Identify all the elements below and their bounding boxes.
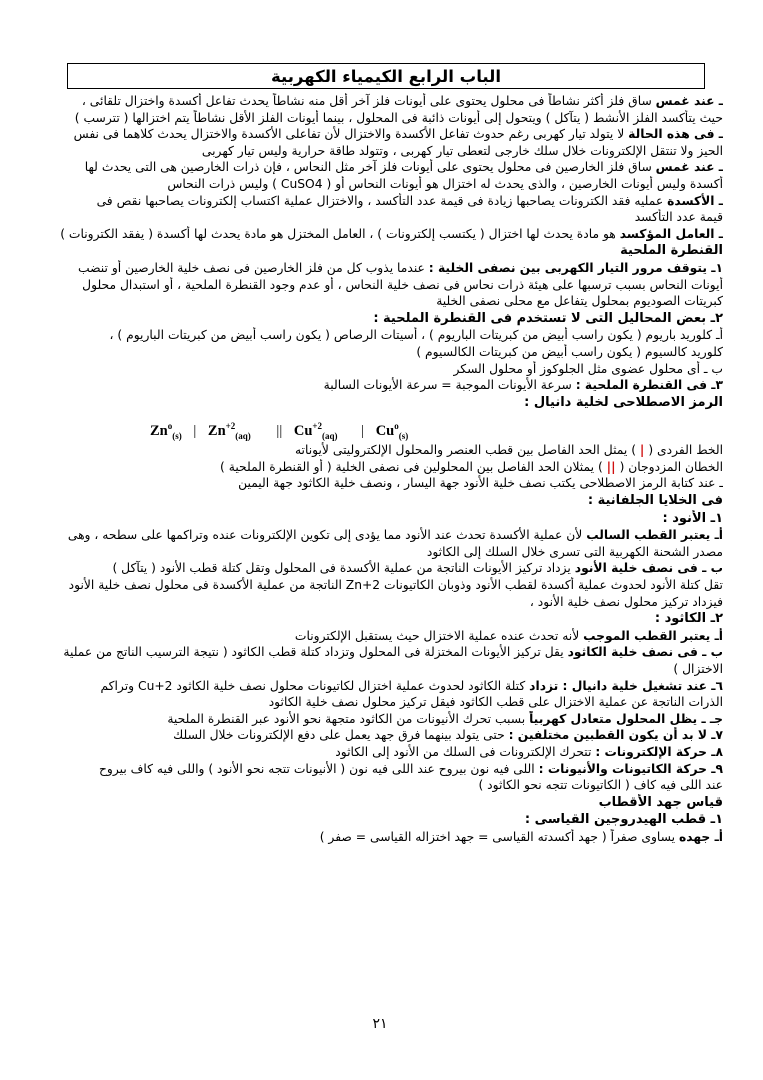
text-line — [47, 610, 723, 628]
body-text: فيزداد تركيز محلول نصف خلية الأنود ، — [529, 594, 723, 609]
text-line — [47, 310, 723, 328]
body-text: الخط الفردى ( — [644, 443, 723, 458]
body-text: عند اللى فيه كاف ( الكاتيونات تتجه نحو الكاثود ) — [478, 778, 723, 793]
text-line — [47, 377, 723, 394]
text-line — [47, 794, 723, 812]
body-text: لأنه تحدث عنده عملية الاختزال حيث يستقبل الإلكترونات — [294, 628, 584, 643]
text-line — [47, 344, 723, 361]
text-line — [47, 176, 723, 193]
text-line — [47, 93, 723, 110]
page-number: ٢١ — [372, 1016, 388, 1032]
text-line — [47, 260, 723, 277]
bold-term: الرمز الاصطلاحى لخلية دانيال : — [524, 394, 723, 410]
body-text: ) يمثلان الحد الفاصل بين المحلولين فى نصفى الخلية ( أو القنطرة الملحية ) — [220, 459, 607, 474]
bold-term: أـ يعتبر القطب السالب — [586, 528, 723, 543]
text-line — [47, 829, 723, 846]
body-text: ساق فلز أكثر نشاطاً فى محلول يحتوى على أيونات فلز آخر أقل منه نشاطاً يحدث تفاعل أكسدة واختزال تلقائى ، — [81, 94, 656, 108]
text-line — [47, 811, 723, 829]
text-line — [47, 678, 723, 695]
body-text: تتحرك الإلكترونات فى السلك من الأنود إلى الكاثود — [335, 744, 596, 759]
body-text: سرعة الأيونات الموجبة = سرعة الأيونات السالبة — [323, 378, 576, 393]
zn-ion: $Zn^{+2}_{(aq)}$ — [207, 421, 251, 441]
text-line — [47, 594, 723, 611]
text-line — [47, 628, 723, 645]
bold-term: ٢ـ الكاثود : — [654, 611, 723, 627]
text-line — [47, 209, 723, 226]
bold-term: ١ـ يتوقف مرور التيار الكهربى بين نصفى الخلية : — [428, 260, 723, 275]
bold-term: قياس جهد الأقطاب — [598, 794, 723, 810]
text-line — [47, 143, 723, 160]
body-text: لا يتولد تيار كهربى رغم حدوث تفاعل الأكسدة والاختزال لأن تفاعلى الأكسدة والاختزال يحدث كلاهما فى نفس — [73, 127, 629, 142]
bold-term: أـ جهده — [678, 829, 723, 844]
body-text: ساق فلز الخارصين فى محلول يحتوى على أيونات فلز آخر مثل النحاس ، فإن ذرات الخارصين هى التى يحدث لها — [84, 160, 656, 175]
cu-ion: $Cu^{+2}_{(aq)}$ — [293, 421, 338, 441]
body-text: عمليه فقد الكترونات يصاحبها زيادة فى قيمة عدد التأكسد ، والاختزال عملية اكتساب إلكترونات يصاحبها نقص فى — [96, 193, 668, 208]
text-line — [47, 694, 723, 711]
body-text: كبريتات الصوديوم بمحلول يتفاعل مع محلى نصفى الخلية — [436, 294, 723, 309]
bold-term: ـ العامل المؤكسد — [619, 226, 723, 241]
bold-term: ٦ـ عند تشغيل خلية دانيال : تزداد — [529, 678, 723, 693]
body-text: كتلة الكاثود لحدوث عملية اختزال لكاتيونات محلول نصف خلية الكاثود Cu+2 وتراكم — [100, 678, 530, 693]
bold-term: ـ الأكسدة — [667, 193, 723, 208]
body-text: ب ـ أى محلول عضوى مثل الجلوكوز أو محلول السكر — [453, 361, 723, 376]
body-text: اللى فيه نون بيروح عند اللى فيه نون ( الأنيونات تتجه نحو الأنود ) واللى فيه كاف بيروح — [98, 761, 539, 776]
chapter-title: الباب الرابع الكيمياء الكهربية — [67, 63, 705, 89]
text-line — [47, 711, 723, 728]
single-line-symbol: | — [193, 423, 197, 440]
bold-term: ب ـ فى نصف خلية الكاثود — [567, 645, 723, 660]
body-text: أكسدة وليس أيونات الخارصين ، والذى يحدث له اختزال هو أيونات النحاس أو ( CuSO4 ) وليس ذرات النحاس — [167, 176, 723, 191]
text-line — [47, 159, 723, 176]
text-line — [47, 644, 723, 661]
bold-term: ٢ـ بعض المحاليل التى لا تستخدم فى القنطرة الملحية : — [373, 310, 723, 326]
text-line — [47, 242, 723, 260]
body-text: يقل تركيز الأيونات المختزلة فى المحلول وتزداد كتلة قطب الكاثود ( نتيجة الترسيب الناتج من عملية — [63, 645, 568, 660]
bold-term: أـ يعتبر القطب الموجب — [583, 628, 723, 643]
text-line — [47, 661, 723, 678]
body-text: تقل كتلة الأنود لحدوث عملية أكسدة لقطب الأنود وذوبان الكاتيونات Zn+2 الناتجة من عملية الأكسدة فى محلول نصف خلية الأنود — [68, 578, 723, 593]
bold-term: ١ـ الأنود : — [662, 510, 723, 526]
text-block-intro — [47, 93, 723, 411]
bold-term: ـ فى هذه الحالة — [628, 127, 723, 142]
text-line — [47, 394, 723, 412]
cell-notation — [47, 411, 723, 442]
body-text: الذرات الناتجة عن عملية الاختزال على قطب الكاثود فيقل تركيز محلول نصف خلية الكاثود — [268, 695, 723, 710]
text-line — [47, 577, 723, 594]
text-line — [47, 126, 723, 143]
double-line-symbol: || — [276, 423, 283, 440]
body-text: ـ عند كتابة الرمز الاصطلاحى يكتب نصف خلية الأنود جهة اليسار ، ونصف خلية الكاثود جهة اليمين — [238, 476, 723, 491]
text-block-main — [47, 475, 723, 845]
body-text: لأن عملية الأكسدة تحدث عند الأنود مما يؤدى إلى تكوين الإلكترونات عنده وتراكمها على سطحه ، وهى — [67, 528, 587, 543]
text-line — [47, 293, 723, 310]
bold-term: ـ عند غمس — [655, 94, 723, 108]
text-line — [47, 492, 723, 510]
text-line — [47, 475, 723, 492]
body-text: يساوى صفراً ( جهد أكسدته القياسى = جهد اختزاله القياسى = صفر ) — [319, 829, 679, 844]
body-text: قيمة عدد التأكسد — [634, 210, 723, 225]
body-text: هو مادة يحدث لها اختزال ( يكتسب إلكترونات ) ، العامل المختزل هو مادة يحدث لها أكسدة ( يفقد الكترونات ) — [60, 226, 620, 241]
body-text: أيونات النحاس بسبب ترسبها على هيئة ذرات نحاس فى نصف خلية النحاس ، أو عدم وجود القنطرة الملحية ، أو استبدال محلول — [82, 277, 723, 292]
body-text: الحيز ولا تنتقل الإلكترونات خلال سلك خارجى لتعطى تيار كهربى ، وتتولد طاقة حرارية وليس تيار كهربى — [201, 143, 723, 158]
bold-term: ١ـ قطب الهيدروجين القياسى : — [524, 812, 723, 828]
body-text: مصدر الشحنة الكهربية التى تسرى خلال السلك إلى الكاثود — [426, 544, 723, 559]
single-line-symbol-2: | — [361, 423, 365, 440]
bold-term: ـ عند غمس — [655, 160, 723, 175]
body-text: كلوريد كالسيوم ( يكون راسب أبيض من كبريتات الكالسيوم ) — [416, 344, 723, 359]
body-text: بسبب تحرك الأنيونات من الكاثود متجهة نحو الأنود عبر القنطرة الملحية — [167, 711, 530, 726]
body-text: الخطان المزدوجان ( — [615, 459, 723, 474]
text-block-lines — [47, 442, 723, 475]
body-text: الاختزال ) — [673, 662, 723, 676]
bold-term: ٧ـ لا بد أن يكون القطبين مختلفين : — [508, 728, 723, 743]
text-line — [47, 560, 723, 577]
body-text: حيث يتأكسد الفلز الأنشط ( يتآكل ) ويتحول إلى أيونات ذائبة فى المحلول ، بينما أيونات الفلز الأقل نشاطاً يتم اختزالها ( تترسب ) — [74, 110, 723, 125]
body-text: عندما يذوب كل من فلز الخارصين فى نصف خلية الخارصين أو تنضب — [78, 260, 429, 275]
text-line — [47, 442, 723, 459]
body-text: أـ كلوريد باريوم ( يكون راسب أبيض من كبريتات الباريوم ) ، أسيتات الرصاص ( يكون راسب أبيض من كبريتات الباريوم ) ، — [109, 328, 723, 343]
text-line — [47, 226, 723, 243]
text-line — [47, 110, 723, 127]
text-line — [47, 544, 723, 561]
body-text: يزداد تركيز الأيونات الناتجة من عملية الأكسدة فى المحلول وتقل كتلة قطب الأنود ( يتآكل ) — [112, 561, 575, 576]
separator-symbol: | — [639, 443, 645, 458]
bold-term: ٨ـ حركة الإلكترونات : — [595, 744, 723, 759]
text-line — [47, 744, 723, 761]
bold-term: القنطرة الملحية — [620, 243, 723, 259]
text-line — [47, 727, 723, 744]
text-line — [47, 761, 723, 778]
text-line — [47, 277, 723, 294]
text-line — [47, 510, 723, 528]
separator-symbol: || — [606, 459, 616, 474]
body-text: حتى يتولد بينهما فرق جهد يعمل على دفع الإلكترونات خلال السلك — [173, 728, 509, 743]
text-line — [47, 527, 723, 544]
text-line — [47, 777, 723, 794]
text-line — [47, 459, 723, 476]
bold-term: ب ـ فى نصف خلية الأنود — [574, 561, 723, 576]
bold-term: ٣ـ فى القنطرة الملحية : — [575, 378, 723, 393]
bold-term: ٩ـ حركة الكاتيونات والأنيونات : — [538, 761, 723, 776]
body-text: ) يمثل الحد الفاصل بين قطب العنصر والمحلول الإلكتروليتى لأيوناته — [294, 443, 640, 458]
text-line — [47, 193, 723, 210]
bold-term: جـ ـ يظل المحلول متعادل كهربياً — [529, 711, 723, 726]
cu-solid: $Cu^o_{(s)}$ — [375, 421, 409, 441]
document-body — [47, 93, 723, 846]
zn-solid: $Zn^o_{(s)}$ — [150, 421, 182, 441]
bold-term: فى الخلايا الجلفانية : — [587, 493, 723, 509]
text-line — [47, 361, 723, 378]
text-line — [47, 327, 723, 344]
